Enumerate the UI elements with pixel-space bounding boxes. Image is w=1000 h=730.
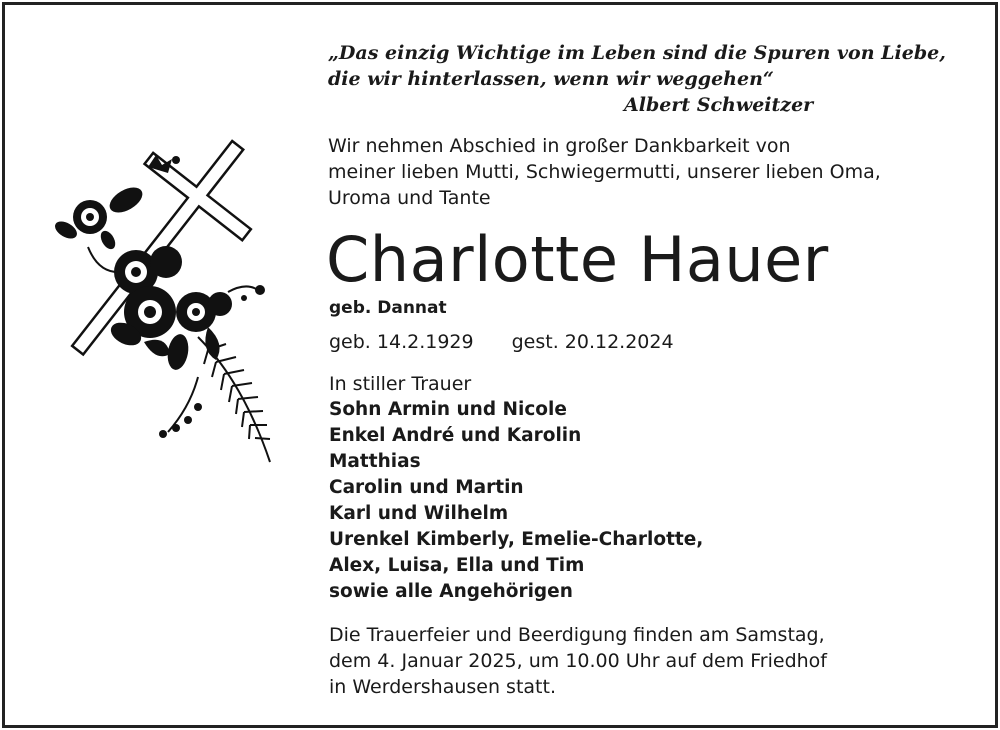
mourners-list	[329, 371, 703, 605]
intro-line: Uroma und Tante	[328, 187, 491, 209]
maiden-name: geb. Dannat	[329, 298, 447, 318]
death-date: gest. 20.12.2024	[511, 331, 674, 353]
intro-line: Wir nehmen Abschied in großer Dankbarkeit von	[328, 135, 791, 157]
deceased-name: Charlotte Hauer	[326, 223, 829, 296]
birth-date: geb. 14.2.1929	[329, 331, 474, 353]
mourner-line: Carolin und Martin	[329, 477, 524, 498]
mourner-line: Sohn Armin und Nicole	[329, 399, 567, 420]
quote-line: die wir hinterlassen, wenn wir weggehen“	[328, 68, 774, 90]
funeral-line: dem 4. Januar 2025, um 10.00 Uhr auf dem Friedhof	[329, 650, 827, 672]
quote-author: Albert Schweitzer	[624, 94, 814, 116]
mourner-line: Urenkel Kimberly, Emelie-Charlotte,	[329, 529, 704, 550]
mourner-line: Karl und Wilhelm	[329, 503, 509, 524]
funeral-line: Die Trauerfeier und Beerdigung finden am Samstag,	[329, 624, 825, 646]
mourner-line: Matthias	[329, 451, 421, 472]
quote	[328, 40, 948, 118]
cross-with-roses-icon	[48, 122, 288, 472]
mourner-line: Enkel André und Karolin	[329, 425, 582, 446]
intro-line: meiner lieben Mutti, Schwiegermutti, unserer lieben Oma,	[328, 161, 881, 183]
mourner-line: Alex, Luisa, Ella und Tim	[329, 555, 585, 576]
life-dates	[329, 331, 674, 353]
mourner-line: sowie alle Angehörigen	[329, 581, 573, 602]
funeral-line: in Werdershausen statt.	[329, 676, 556, 698]
quote-line: „Das einzig Wichtige im Leben sind die Spuren von Liebe,	[328, 42, 946, 64]
mourners-heading: In stiller Trauer	[329, 373, 472, 395]
intro-text	[328, 133, 968, 211]
funeral-info	[329, 622, 949, 700]
